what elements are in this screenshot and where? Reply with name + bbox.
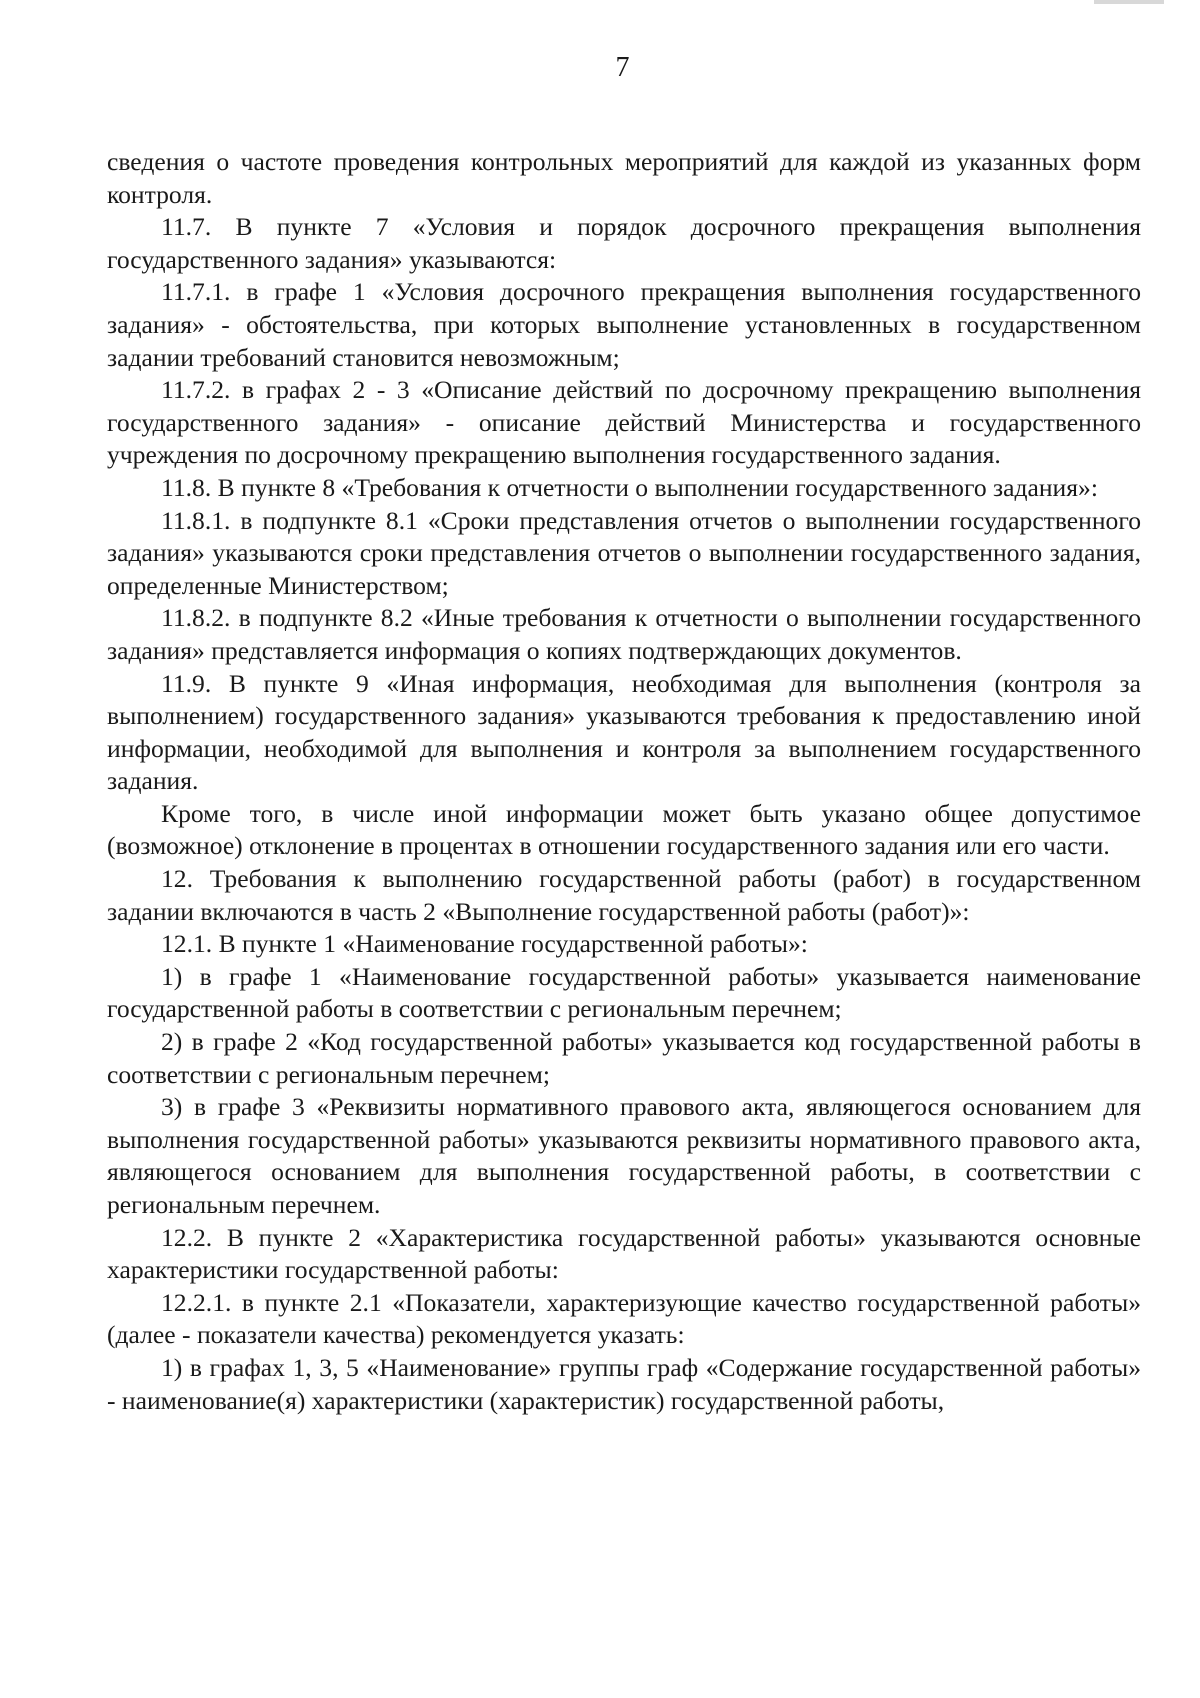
paragraph-other-info: Кроме того, в числе иной информации может быть указано общее допустимое (возможное) отклонение в процентах в отношении государственного задания или его части.	[107, 798, 1141, 861]
page-number: 7	[615, 52, 630, 83]
document-body	[107, 146, 1141, 1417]
paragraph-11-8: 11.8. В пункте 8 «Требования к отчетности о выполнении государственного задания»:	[161, 472, 1098, 502]
paragraph-11-7-1: 11.7.1. в графе 1 «Условия досрочного прекращения выполнения государственного задания» - обстоятельства, при которых выполнение установленных в государственном задании требований становится невозможным;	[107, 277, 1141, 372]
paragraph-12-2: 12.2. В пункте 2 «Характеристика государственной работы» указываются основные характеристики государственной работы:	[107, 1222, 1141, 1285]
paragraph-12-1-item-3: 3) в графе 3 «Реквизиты нормативного правового акта, являющегося основанием для выполнения государственной работы» указываются реквизиты нормативного правового акта, являющегося основанием для выполнения государственной работы, в соответствии с региональным перечнем.	[107, 1092, 1141, 1219]
paragraph-11-8-2: 11.8.2. в подпункте 8.2 «Иные требования к отчетности о выполнении государственного задания» представляется информация о копиях подтверждающих документов.	[107, 603, 1141, 665]
paragraph-12-2-1: 12.2.1. в пункте 2.1 «Показатели, характеризующие качество государственной работы» (далее - показатели качества) рекомендуется указать:	[107, 1287, 1141, 1350]
scan-edge-mark	[1094, 0, 1164, 4]
paragraph-11-7: 11.7. В пункте 7 «Условия и порядок досрочного прекращения выполнения государственного задания» указываются:	[107, 212, 1141, 274]
paragraph-12-1: 12.1. В пункте 1 «Наименование государственной работы»:	[161, 929, 808, 959]
paragraph-11-9: 11.9. В пункте 9 «Иная информация, необходимая для выполнения (контроля за выполнением) государственного задания» указываются требования к предоставлению иной информации, необходимой для выполнения и контроля за выполнением государственного задания.	[107, 668, 1141, 796]
paragraph-12-1-item-2: 2) в графе 2 «Код государственной работы» указывается код государственной работы в соответствии с региональным перечнем;	[107, 1027, 1141, 1089]
paragraph-11-7-2: 11.7.2. в графах 2 - 3 «Описание действий по досрочному прекращению выполнения государственного задания» - описание действий Министерства и государственного учреждения по досрочному прекращению выполнения государственного задания.	[107, 375, 1141, 470]
paragraph-11-8-1: 11.8.1. в подпункте 8.1 «Сроки представления отчетов о выполнении государственного задания» указываются сроки представления отчетов о выполнении государственного задания, определенные Министерством;	[107, 505, 1141, 600]
paragraph-12-1-item-1: 1) в графе 1 «Наименование государственной работы» указывается наименование государственной работы в соответствии с региональным перечнем;	[107, 961, 1141, 1024]
paragraph-continuation: сведения о частоте проведения контрольных мероприятий для каждой из указанных форм контроля.	[107, 147, 1141, 209]
paragraph-12: 12. Требования к выполнению государственной работы (работ) в государственном задании включаются в часть 2 «Выполнение государственной работы (работ)»:	[107, 864, 1141, 926]
paragraph-12-2-1-item-1: 1) в графах 1, 3, 5 «Наименование» группы граф «Содержание государственной работы» - наименование(я) характеристики (характеристик) государственной работы,	[107, 1352, 1141, 1415]
